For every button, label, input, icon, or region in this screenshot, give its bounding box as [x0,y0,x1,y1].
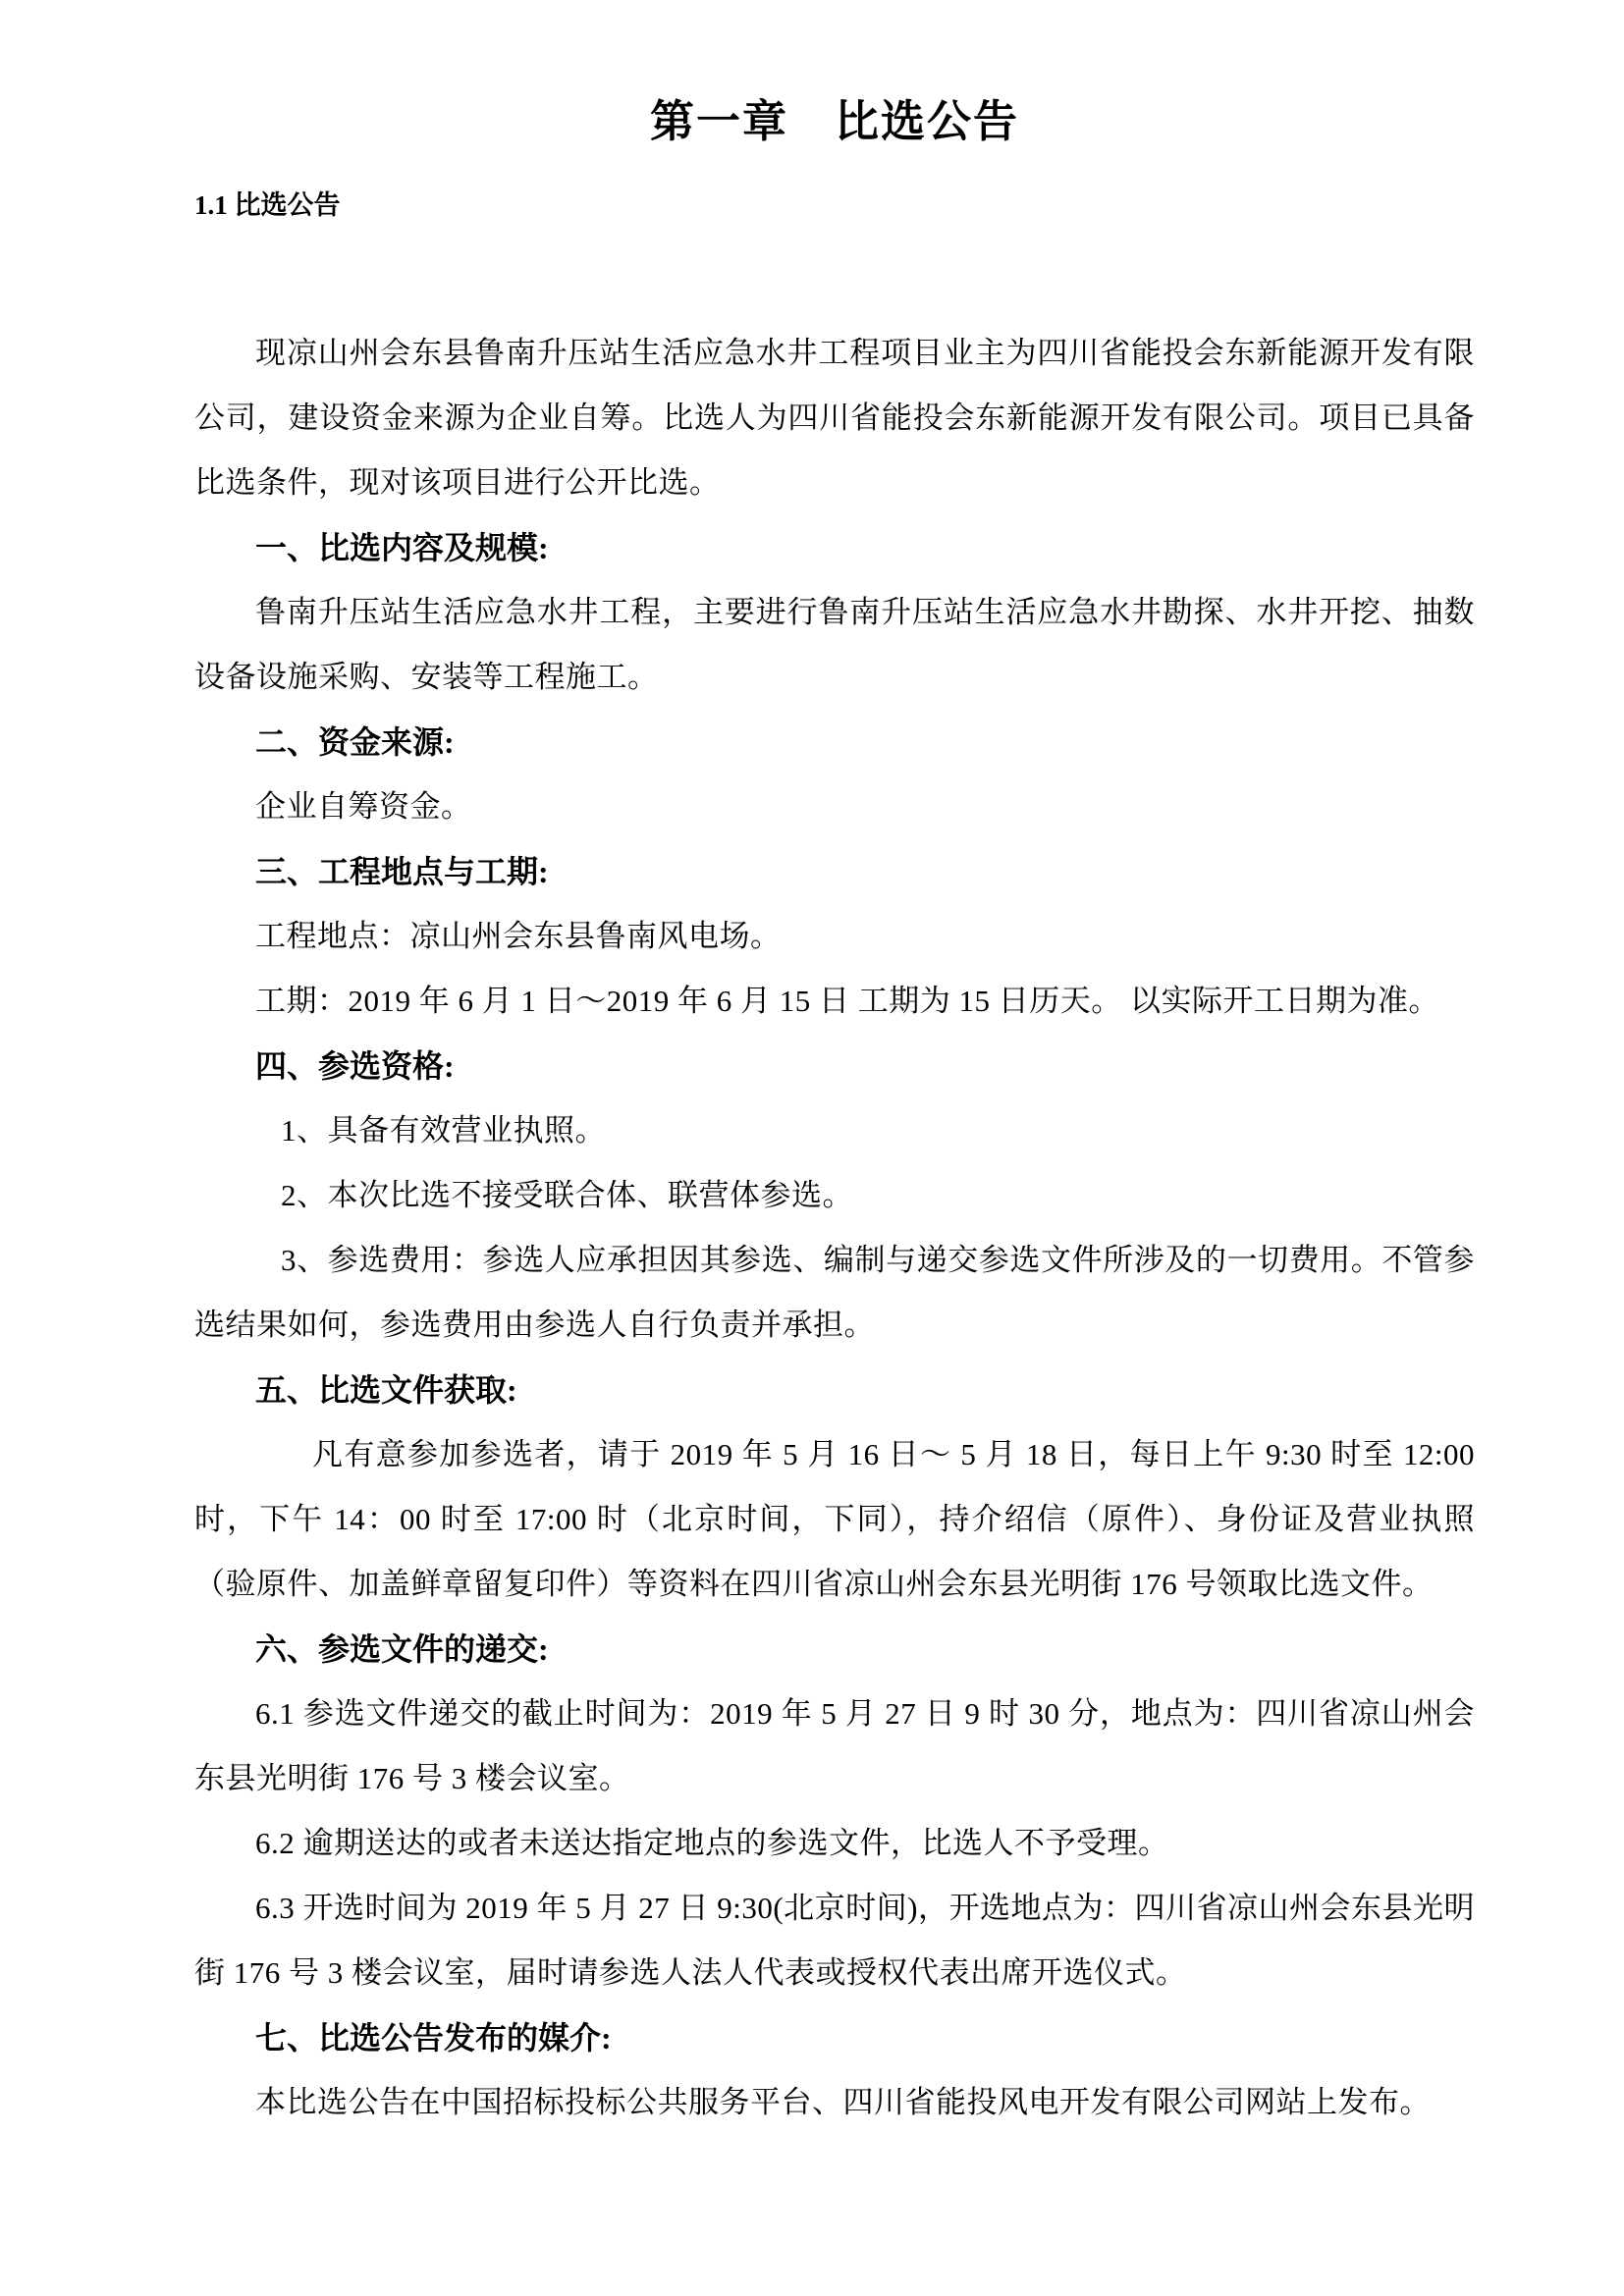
qualification-item-1: 1、具备有效营业执照。 [281,1113,606,1148]
section-funding-paragraph: 企业自筹资金。 [255,789,472,825]
submission-item-6-2: 6.2 逾期送达的或者未送达指定地点的参选文件，比选人不予受理。 [255,1826,1169,1861]
section-heading-location-duration: 三、工程地点与工期: [255,854,549,890]
project-location-paragraph: 工程地点：凉山州会东县鲁南风电场。 [255,919,782,954]
section-1-1-heading: 1.1 比选公告 [194,190,341,221]
section-heading-announcement-media: 七、比选公告发布的媒介: [255,2020,612,2056]
qualification-item-2: 2、本次比选不接受联合体、联营体参选。 [281,1178,853,1213]
section-heading-qualification: 四、参选资格: [255,1048,455,1085]
qualification-item-3: 3、参选费用：参选人应承担因其参选、编制与递交参选文件所涉及的一切费用。不管参选结果如何，参选费用由参选人自行负责并承担。 [194,1243,1475,1343]
announcement-media-paragraph: 本比选公告在中国招标投标公共服务平台、四川省能投风电开发有限公司网站上发布。 [255,2085,1431,2120]
section-heading-funding: 二、资金来源: [255,724,455,761]
section-heading-content-scale: 一、比选内容及规模: [255,530,549,566]
project-duration-paragraph: 工期：2019 年 6 月 1 日～2019 年 6 月 15 日 工期为 15 日历天。 以实际开工日期为准。 [255,984,1439,1019]
document-acquisition-paragraph: 凡有意参加参选者，请于 2019 年 5 月 16 日～ 5 月 18 日，每日上午 9:30 时至 12:00 时，下午 14：00 时至 17:00 时（北京时间，下同），持介绍信（原件）、身份证及营业执照（验原件、加盖鲜章留复印件）等资料在四川省凉山州会东县光明街 176 号领取比选文件。 [194,1437,1475,1602]
submission-item-6-1: 6.1 参选文件递交的截止时间为：2019 年 5 月 27 日 9 时 30 分，地点为：四川省凉山州会东县光明街 176 号 3 楼会议室。 [194,1696,1475,1796]
section-heading-document-submission: 六、参选文件的递交: [255,1631,549,1668]
submission-item-6-3: 6.3 开选时间为 2019 年 5 月 27 日 9:30(北京时间)，开选地点为：四川省凉山州会东县光明街 176 号 3 楼会议室，届时请参选人法人代表或授权代表出席开选仪式。 [194,1891,1476,1991]
section-heading-document-acquisition: 五、比选文件获取: [255,1372,517,1409]
intro-paragraph: 现凉山州会东县鲁南升压站生活应急水井工程项目业主为四川省能投会东新能源开发有限公司，建设资金来源为企业自筹。比选人为四川省能投会东新能源开发有限公司。项目已具备比选条件，现对该项目进行公开比选。 [194,336,1475,501]
section-content-scale-paragraph: 鲁南升压站生活应急水井工程，主要进行鲁南升压站生活应急水井勘探、水井开挖、抽数设备设施采购、安装等工程施工。 [194,595,1475,695]
chapter-title: 第一章 比选公告 [649,97,1019,146]
